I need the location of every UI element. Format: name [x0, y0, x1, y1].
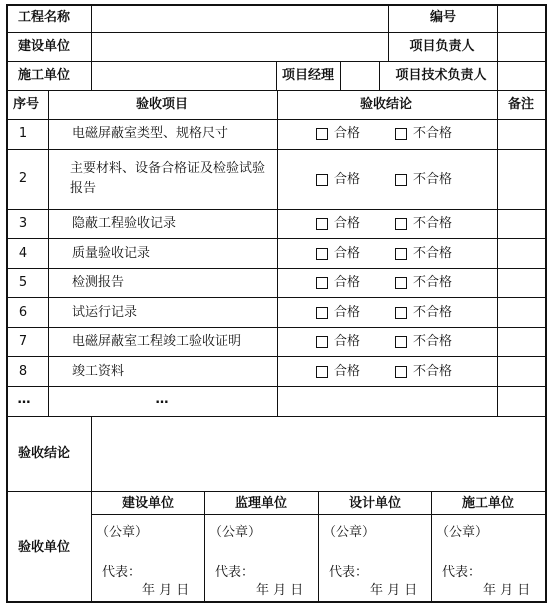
pass-checkbox[interactable] — [316, 174, 328, 186]
representative-label: 代表： — [442, 565, 482, 580]
pass-checkbox[interactable] — [316, 218, 328, 230]
pass-checkbox[interactable] — [316, 307, 328, 319]
representative-label: 代表： — [329, 565, 369, 580]
unit-header-contractor: 施工单位 — [461, 496, 515, 511]
fail-checkbox[interactable] — [395, 248, 407, 260]
row-number: 5 — [18, 275, 28, 290]
row-number: 6 — [18, 305, 28, 320]
col-seq-header: 序号 — [12, 97, 40, 112]
col-item-header: 验收项目 — [135, 97, 189, 112]
fail-checkbox[interactable] — [395, 218, 407, 230]
conclusion-label: 验收结论 — [18, 446, 71, 461]
pass-label: 合格 — [334, 305, 361, 320]
pass-label: 合格 — [334, 126, 361, 141]
fail-checkbox[interactable] — [395, 366, 407, 378]
col-remarks-header: 备注 — [507, 97, 535, 112]
row-item: 隐蔽工程验收记录 — [72, 216, 177, 231]
row-number: 1 — [18, 126, 28, 141]
seal-label: （公章） — [436, 525, 489, 540]
representative-label: 代表： — [215, 565, 255, 580]
rule — [276, 61, 277, 90]
row-item: 检测报告 — [72, 275, 125, 290]
row-item-ellipsis: … — [155, 392, 169, 407]
unit-header-supervision: 监理单位 — [234, 496, 288, 511]
fail-checkbox[interactable] — [395, 307, 407, 319]
project-name-label: 工程名称 — [18, 10, 71, 25]
fail-label: 不合格 — [413, 126, 453, 141]
rule — [6, 386, 546, 387]
rule — [318, 491, 319, 602]
number-label: 编号 — [429, 10, 457, 25]
date-label: 年 月 日 — [483, 583, 531, 598]
rule — [6, 297, 546, 298]
pass-label: 合格 — [334, 172, 361, 187]
row-item: 电磁屏蔽室类型、规格尺寸 — [72, 126, 229, 141]
fail-label: 不合格 — [413, 305, 453, 320]
fail-checkbox[interactable] — [395, 128, 407, 140]
rule — [6, 90, 546, 91]
seal-label: （公章） — [209, 525, 262, 540]
rule — [277, 90, 278, 416]
rule — [497, 90, 498, 416]
rule — [6, 149, 546, 150]
col-conclusion-header: 验收结论 — [359, 97, 413, 112]
project-manager-label: 项目经理 — [281, 68, 335, 83]
technical-leader-label: 项目技术负责人 — [395, 68, 487, 83]
row-item: 试运行记录 — [72, 305, 138, 320]
fail-label: 不合格 — [413, 364, 453, 379]
fail-checkbox[interactable] — [395, 277, 407, 289]
row-number: 8 — [18, 364, 28, 379]
rule — [6, 119, 546, 120]
rule — [204, 491, 205, 602]
pass-checkbox[interactable] — [316, 366, 328, 378]
rule — [6, 327, 546, 328]
fail-label: 不合格 — [413, 216, 453, 231]
pass-checkbox[interactable] — [316, 277, 328, 289]
fail-checkbox[interactable] — [395, 336, 407, 348]
representative-label: 代表： — [102, 565, 142, 580]
unit-header-construction: 建设单位 — [121, 496, 175, 511]
unit-header-design: 设计单位 — [348, 496, 402, 511]
pass-label: 合格 — [334, 216, 361, 231]
rule — [6, 356, 546, 357]
project-leader-label: 项目负责人 — [409, 39, 475, 54]
pass-checkbox[interactable] — [316, 248, 328, 260]
row-number: 3 — [18, 216, 28, 231]
rule — [388, 4, 389, 62]
rule — [6, 238, 546, 239]
rule — [340, 61, 341, 90]
pass-checkbox[interactable] — [316, 128, 328, 140]
fail-checkbox[interactable] — [395, 174, 407, 186]
rule-top — [6, 4, 546, 6]
row-number-ellipsis: … — [17, 392, 31, 407]
rule — [6, 32, 546, 33]
pass-label: 合格 — [334, 275, 361, 290]
pass-label: 合格 — [334, 364, 361, 379]
row-number: 4 — [18, 246, 28, 261]
rule-left — [6, 4, 8, 603]
row-number: 2 — [18, 171, 28, 186]
pass-checkbox[interactable] — [316, 336, 328, 348]
row-item: 竣工资料 — [72, 364, 125, 379]
seal-label: （公章） — [96, 525, 149, 540]
rule-right — [545, 4, 547, 603]
rule — [91, 4, 92, 90]
acceptance-units-label: 验收单位 — [18, 540, 71, 555]
rule — [48, 90, 49, 416]
construction-unit-label: 建设单位 — [18, 39, 71, 54]
row-item: 主要材料、设备合格证及检验试验报告 — [70, 161, 266, 196]
fail-label: 不合格 — [413, 246, 453, 261]
rule — [6, 209, 546, 210]
row-item: 电磁屏蔽室工程竣工验收证明 — [72, 334, 242, 349]
rule — [431, 491, 432, 602]
rule — [6, 491, 546, 492]
fail-label: 不合格 — [413, 334, 453, 349]
date-label: 年 月 日 — [142, 583, 190, 598]
date-label: 年 月 日 — [256, 583, 304, 598]
contractor-label: 施工单位 — [18, 68, 71, 83]
rule-bottom — [6, 601, 546, 603]
rule — [6, 268, 546, 269]
rule — [379, 61, 380, 90]
pass-label: 合格 — [334, 334, 361, 349]
fail-label: 不合格 — [413, 275, 453, 290]
seal-label: （公章） — [323, 525, 376, 540]
fail-label: 不合格 — [413, 172, 453, 187]
row-number: 7 — [18, 334, 28, 349]
date-label: 年 月 日 — [370, 583, 418, 598]
row-item: 质量验收记录 — [72, 246, 151, 261]
conclusion-field[interactable] — [92, 417, 544, 490]
pass-label: 合格 — [334, 246, 361, 261]
